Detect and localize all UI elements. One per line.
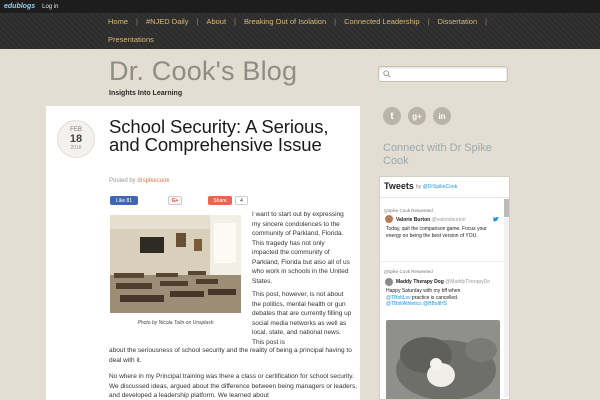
main-nav [0,13,600,49]
nav-separator: | [427,17,430,26]
nav-item-home[interactable]: Home [108,17,129,26]
classroom-photo-graphic [110,215,241,313]
linkedin-icon[interactable]: in [433,107,451,125]
tweets-handle-link[interactable]: @DrSpikeCook [422,184,458,190]
retweeted-label: Spike Cook Retweeted [387,208,433,213]
connect-heading: Connect with Dr Spike Cook [383,142,492,167]
tweet-dog-photo[interactable] [386,320,500,400]
tweet-mention[interactable]: @TBoltAthletics [386,301,422,307]
classroom-photo [110,215,241,313]
date-month: FEB [70,127,82,133]
nav-separator: | [136,17,138,26]
tweet-mention[interactable]: @BBoltHS [423,301,448,307]
post-paragraph: about the seriousness of school security and the reality of being a principal having to deal with it. [109,347,352,364]
tweet-author-name: Valorie Burton [396,217,431,223]
nav-item-dissertation[interactable]: Dissertation [437,17,478,26]
nav-item-breaking-out[interactable]: Breaking Out of Isolation [244,17,327,26]
share-count: 4 [235,196,248,205]
scrollbar-thumb[interactable] [504,199,509,217]
tweet-author-handle: @MaddyTherapyDo [445,279,491,285]
tweet-text [386,288,498,308]
nav-item-connected-leadership[interactable]: Connected Leadership [344,17,420,26]
blog-title[interactable]: Dr. Cook's Blog [109,56,298,86]
blog-tagline: Insights Into Learning [109,90,183,97]
facebook-like-button[interactable]: Like 81 [110,196,138,205]
twitter-icon[interactable]: t [383,107,401,125]
tweet-author[interactable] [396,279,490,285]
post-paragraph: I want to start out by expressing my sincere condolences to the community of Parkland, Florida. This tragedy has not only impacted the community of Parkland, Florida but also all of us who work in schools in the United States. [252,211,350,285]
author-link[interactable]: drspikecook [137,178,170,184]
twitter-bird-icon[interactable] [493,217,499,222]
search-icon [383,70,391,78]
avatar[interactable] [385,215,393,223]
tweet-text-part: Happy Saturday with my bff when [386,288,461,294]
nav-separator: | [234,17,236,26]
edublogs-logo[interactable]: edublogs [4,3,36,10]
tweets-scrollbar[interactable] [504,199,509,397]
share-button[interactable]: Share [208,196,232,205]
nav-row-1 [102,17,489,26]
post-date-badge [57,120,95,158]
search-input[interactable] [393,68,503,80]
tweet-author-handle: @valorieburton [431,217,466,223]
nav-item-njed-daily[interactable]: #NJED Daily [145,17,189,26]
retweeted-label: Spike Cook Retweeted [387,269,433,274]
admin-bar [0,0,600,13]
tweets-byline [416,184,457,190]
posted-by-label: Posted by [109,178,136,184]
twitter-timeline-widget [379,176,510,400]
tweets-by-label: by [416,184,422,190]
tweet-mention[interactable]: @TBoltLsv [386,294,411,301]
nav-row-2 [102,35,160,44]
tweet-text: Today, quit the comparison game. Focus your energy on being the best version of YOU. [386,226,487,239]
nav-separator: | [485,17,488,26]
nav-item-presentations[interactable]: Presentations [108,35,154,44]
date-day: 18 [69,133,83,145]
dog-photo-graphic [386,320,500,400]
search-box [378,66,508,82]
post-title[interactable]: School Security: A Serious, and Comprehensive Issue [109,116,329,155]
tweets-heading: Tweets [384,181,414,191]
avatar[interactable] [385,278,393,286]
tweet-author-name: Maddy Therapy Dog [396,279,444,285]
post-paragraph: No where in my Principal training was there a class or certification for school security. We discussed ideas, argued about the difference between being managers or leaders, and developed a leadership platform. We learned about [109,373,358,399]
google-plus-icon[interactable]: g+ [408,107,426,125]
date-year: 2018 [70,145,82,151]
divider [380,197,510,198]
nav-separator: | [196,17,199,26]
post-paragraph: This post, however, is not about the politics, mental health or gun debates that are currently filling up social media networks as well as local, state, and national news. This post is [252,291,352,346]
login-link[interactable]: Log in [42,3,59,10]
nav-separator: | [334,17,337,26]
nav-item-about[interactable]: About [206,17,227,26]
divider [380,261,504,262]
tweet-text-part: practice is cancelled. [410,294,459,301]
google-plus-button[interactable]: G+ [168,196,182,205]
photo-caption: Photo by Nicola Tolin on Unsplash [137,320,214,326]
tweet-author[interactable] [396,217,466,223]
post-byline [109,178,169,184]
